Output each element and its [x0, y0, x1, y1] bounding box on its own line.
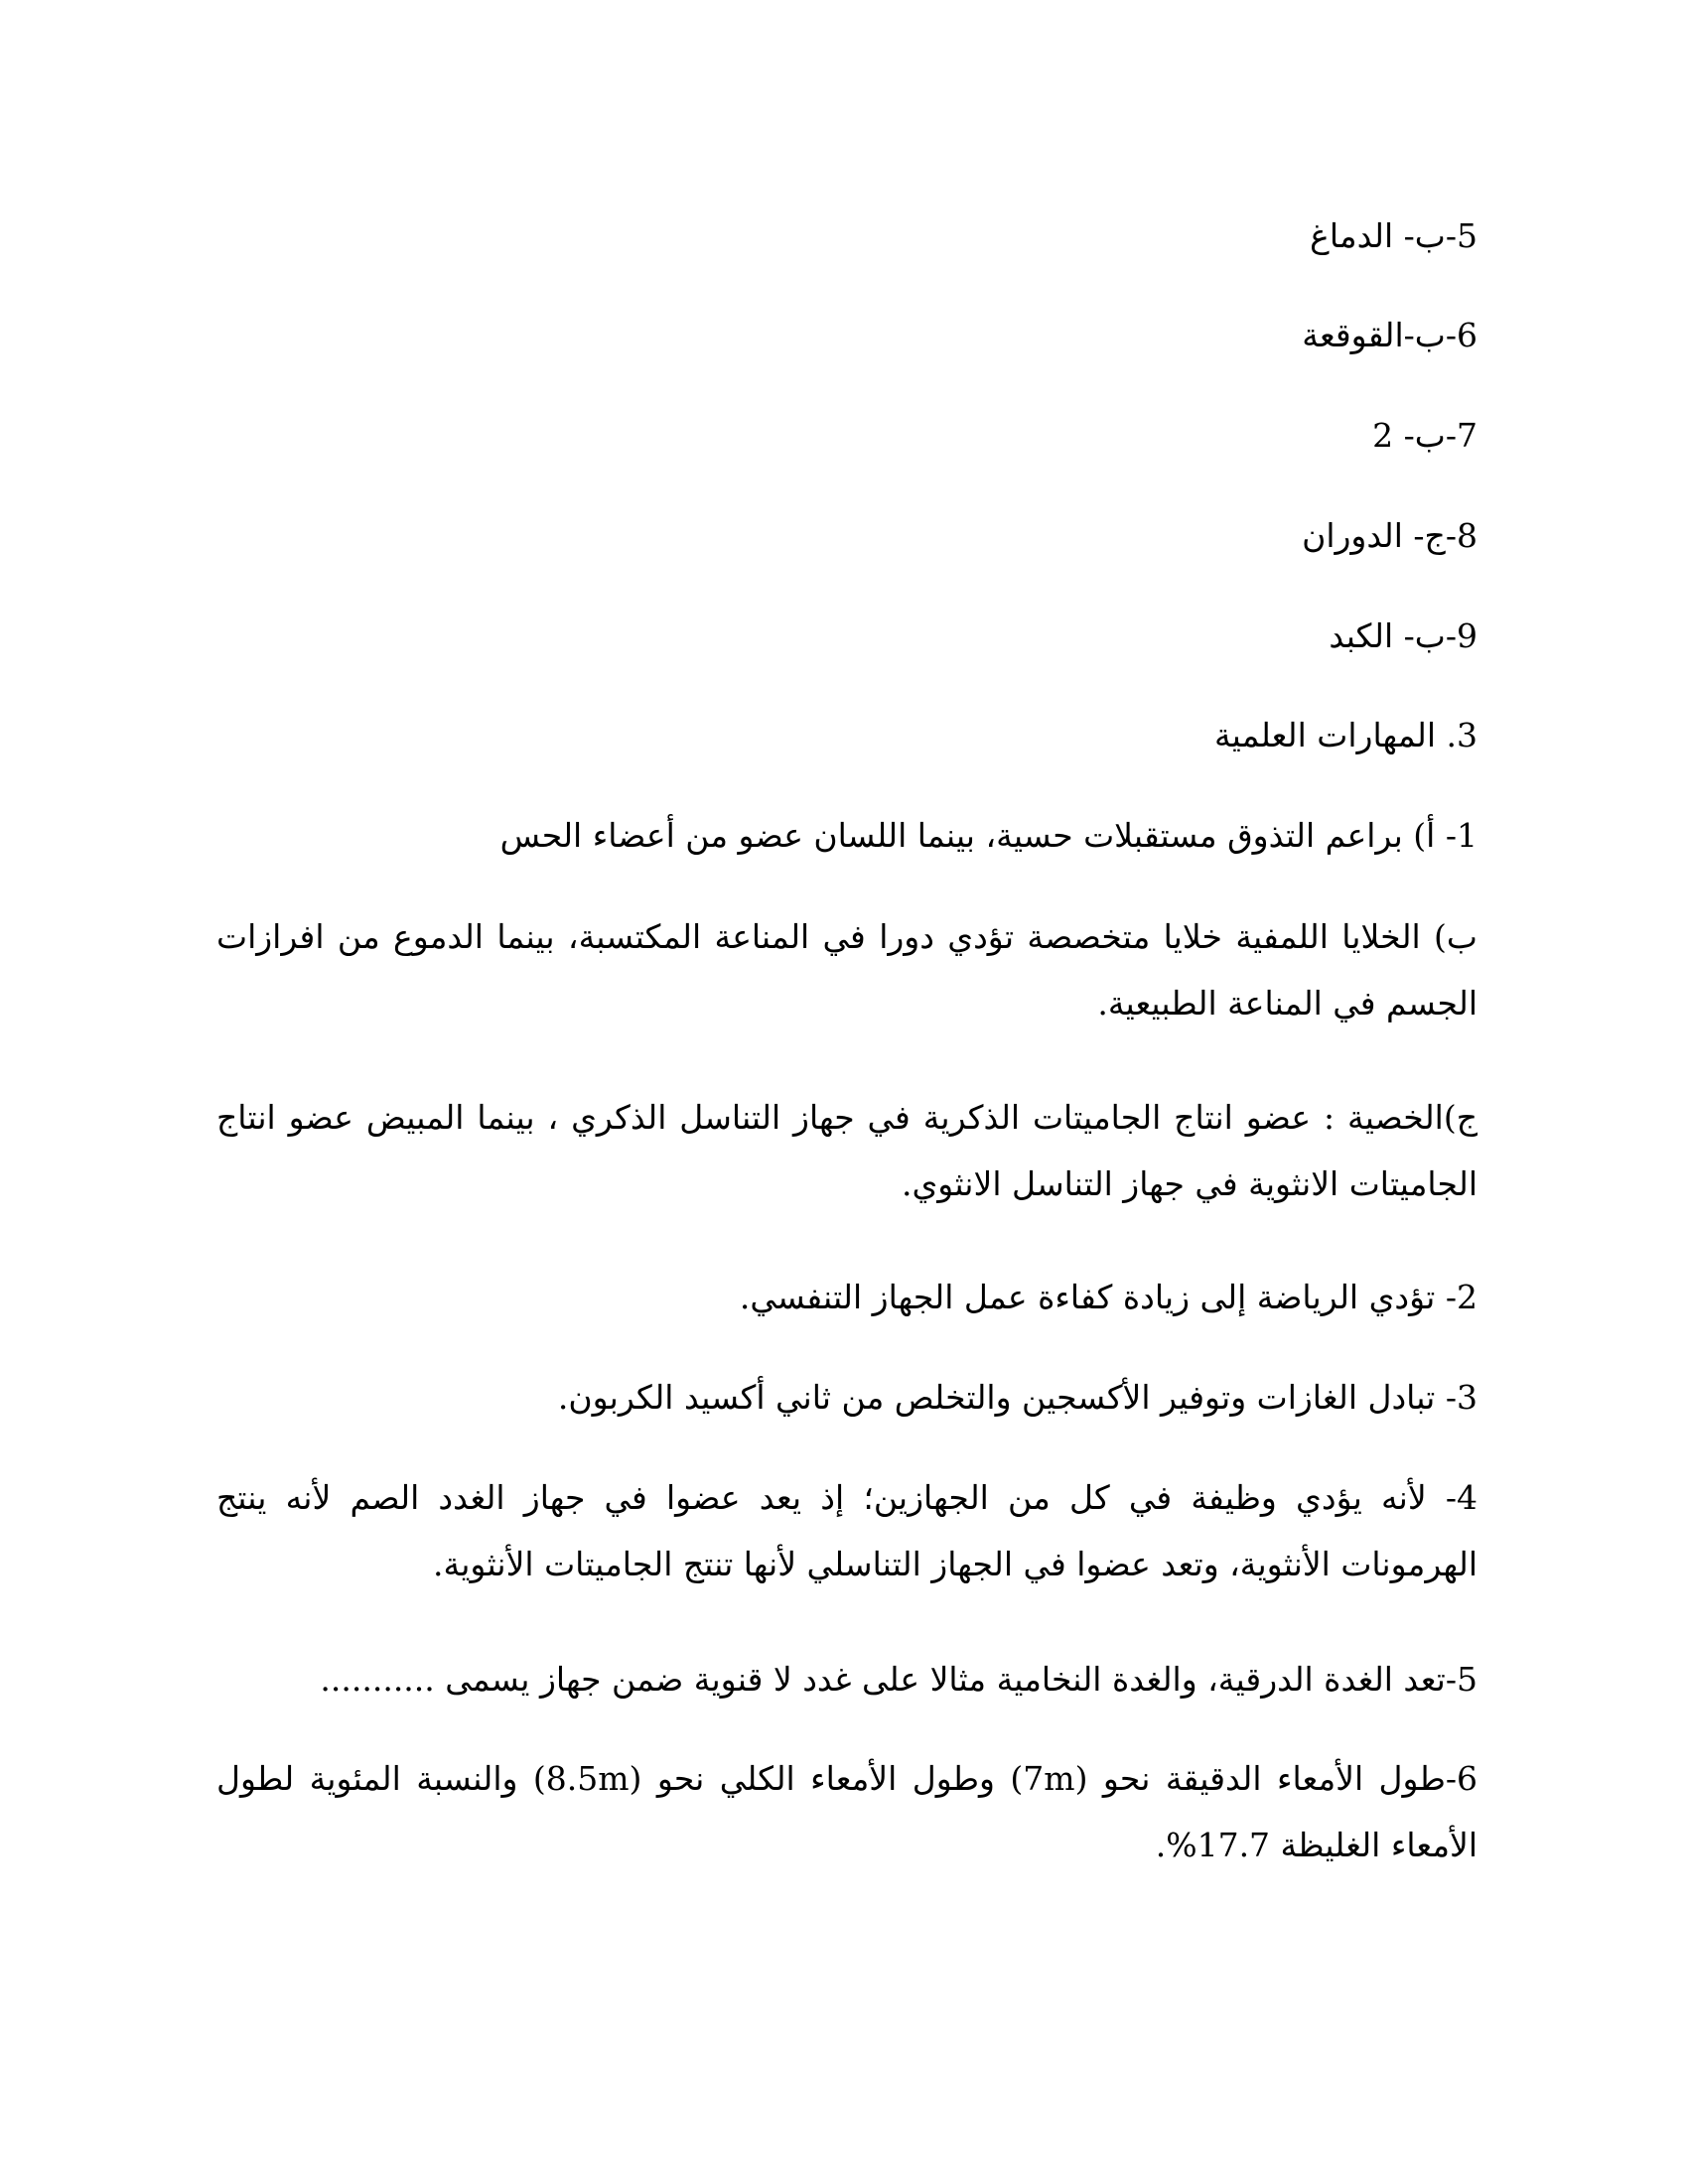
skill-4: 4- لأنه يؤدي وظيفة في كل من الجهازين؛ إذ يعد عضوا في جهاز الغدد الصم لأنه ينتج الهرمونات الأنثوية، وتعد عضوا في الجهاز التناسلي لأنها تنتج الجاميتات الأنثوية.	[216, 1478, 1477, 1583]
skill-5: 5-تعد الغدة الدرقية، والغدة النخامية مثالا على غدد لا قنوية ضمن جهاز يسمى ...........	[320, 1660, 1477, 1699]
skill-1a: 1- أ) براعم التذوق مستقبلات حسية، بينما اللسان عضو من أعضاء الحس	[499, 816, 1477, 855]
answer-9: 9-ب- الكبد	[1329, 616, 1477, 655]
skill-6: 6-طول الأمعاء الدقيقة نحو (7m) وطول الأمعاء الكلي نحو (8.5m) والنسبة المئوية لطول الأمعاء الغليظة 17.7%.	[216, 1759, 1477, 1864]
skill-1c: ج)الخصية : عضو انتاج الجاميتات الذكرية في جهاز التناسل الذكري ، بينما المبيض عضو انتاج الجاميتات الانثوية في جهاز التناسل الانثوي.	[216, 1098, 1477, 1203]
answer-8: 8-ج- الدوران	[1302, 516, 1477, 555]
answer-5: 5-ب- الدماغ	[1310, 216, 1477, 255]
answer-6: 6-ب-القوقعة	[1302, 316, 1477, 354]
skill-3: 3- تبادل الغازات وتوفير الأكسجين والتخلص من ثاني أكسيد الكربون.	[557, 1378, 1477, 1417]
skill-1b: ب) الخلايا اللمفية خلايا متخصصة تؤدي دورا في المناعة المكتسبة، بينما الدموع من افرازات الجسم في المناعة الطبيعية.	[216, 917, 1477, 1023]
answer-7: 7-ب- 2	[1372, 416, 1477, 455]
section-heading: 3. المهارات العلمية	[1213, 716, 1477, 754]
skill-2: 2- تؤدي الرياضة إلى زيادة كفاءة عمل الجهاز التنفسي.	[739, 1278, 1477, 1316]
